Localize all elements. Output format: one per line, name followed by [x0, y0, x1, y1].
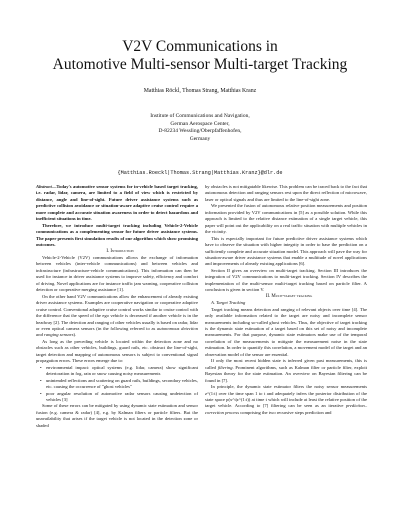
- body-paragraph: by obstacles is not mitigatable likewise. This problem can be traced back to the fact that autonomous detection and ranging sensors rest upon the direct reflection of microwave, laser or optical signals and thus are limited to the line-of-sight zone.: [205, 184, 367, 202]
- intro-paragraph: [36, 294, 198, 339]
- abstract-label: Abstract: [36, 184, 52, 189]
- section-heading-introduction: I. Introduction: [106, 248, 134, 254]
- affiliation-line: German Aerospace Center,: [170, 120, 230, 127]
- right-column: [205, 184, 367, 416]
- list-item: • environmental impact: optical systems (e.g. lidar, camera) show significant deterioration in fog, rain or snow causing noisy measurements: [46, 365, 198, 378]
- list-item: • poor angular resolution of automotive radar sensors causing undetection of vehicles [3]: [46, 391, 198, 404]
- body-emphasis: filtering: [217, 364, 233, 370]
- paper-title: [0, 38, 400, 74]
- intro-paragraph: Vehicle-2-Vehicle (V2V) communications allows the exchange of information between vehicles (inter-vehicle communications) and between vehicles and infrastructure (infrastructure-vehicle communications). This information can then be used for instance in driver assistance systems to improve safety, efficiency and comfort of driving. Novel applications are for instance traffic jam warning, cooperative collision detection or cooperative merging assistance [1].: [36, 254, 198, 293]
- body-paragraph: Target tracking means detection and ranging of relevant objects over time [4]. The only available information related to the target are noisy and incomplete sensor measurements including so-called ghost vehicles. Thus, the objective of target tracking is the dynamic state estimation of a target based on this set of noisy and incomplete measurements. For that purpose, dynamic state estimators make use of the temporal correlation of the measurements to mitigate the measurement noise in the state estimation. In order to quantify this correlation, a movement model of the target and an observation model of the sensor are essential.: [205, 306, 367, 357]
- body-emphasis: prediction–correction process: [205, 403, 367, 415]
- list-item: • unintended reflections and scattering on guard rails, buildings, secondary vehicles, etc. causing the occurrence of "ghost vehicles": [46, 378, 198, 391]
- abstract: [36, 184, 198, 223]
- intro-paragraph: Some of these errors can be mitigated by using dynamic state estimation and sensor fusion (e.g. camera & radar) [4], e.g. by Kalman filters or particle filters. But the unavailability that arises if the target vehicle is not located in the detection zone or shaded: [36, 403, 198, 428]
- intro-paragraph: As long as the preceding vehicle is located within the detection zone and no obstacles such as other vehicles, buildings, guard rails, etc. obstruct the line-of-sight, target detection and mapping of autonomous sensors is subject to conventional signal propagation errors. These errors emerge due to:: [36, 338, 198, 364]
- intro-emphasis: autonomous detection and ranging sensors: [36, 325, 198, 338]
- body-paragraph: We presented the fusion of autonomous relative position measurements and position information provided by V2V communications in [5] as a possible solution. While this approach is limited to the relative distance estimation of a single target vehicle, this paper will point out the applicability on a real traffic situation with multiple vehicles in the vicinity.: [205, 203, 367, 235]
- title-line-2: Automotive Multi-sensor Multi-target Tracking: [52, 56, 348, 73]
- error-list: [36, 365, 198, 404]
- body-text: If only the most recent hidden state is inferred given past measurements, this is called: [205, 358, 367, 370]
- intro-text: On the other hand V2V communications allow the enhancement of already existing driver assistance systems. Examples are cooperative navigation or cooperative adaptive cruise control. Conventional adaptive cruise control works similar to cruise control with the difference that the speed of the ego vehicle is decreased if another vehicle is in the headway [2]. The detection and ranging of other vehicles usually is based on radar, lidar or even optical camera sensors (in the following referred to as: [36, 293, 198, 331]
- author-list: Matthias Röckl, Thomas Strang, Matthias Kranz: [143, 88, 257, 94]
- title-line-1: V2V Communications in: [122, 38, 278, 55]
- intro-text-end: ).: [73, 332, 77, 338]
- affiliation-line: Germany: [189, 135, 211, 142]
- affiliation-line: D-82234 Wessling/Oberpfaffenhofen,: [158, 128, 242, 135]
- abstract-paragraph-2: Therefore, we introduce multi-target tracking including Vehicle-2-Vehicle communications as a complementing sensor for future driver assistance systems. The paper presents first simulation results of our algorithm which show promising outcomes.: [36, 222, 198, 248]
- body-paragraph: [205, 358, 367, 384]
- subsection-heading-target-tracking: A. Target Tracking: [211, 300, 246, 306]
- body-text-end: . Prominent algorithms, such as Kalman filter or particle filter, exploit Bayesian theory for the state estimation. An overview on Bayesian filtering can be found in [7].: [205, 364, 367, 383]
- body-text: In principle, the dynamic state estimator filters the noisy sensor measurements z^(1:t) over the time span 1 to t and adequately infers the posterior distribution of the state space p(x^t|z^(1:t)) at time t which will include at least the relative position of the target vehicle. According to [7] filtering can be seen as an iterative: [205, 384, 367, 409]
- body-paragraph: [205, 384, 367, 416]
- body-text-end: comprising the two recursive steps prediction and: [240, 409, 332, 415]
- body-paragraph: Section II gives an overview on multi-target tracking. Section III introduces the integration of V2V communications to multi-target tracking. Section IV describes the implementation of the multi-sensor multi-target tracking based on particle filter. A conclusion is given in section V.: [205, 267, 367, 293]
- left-column: [36, 184, 198, 429]
- section-heading-multi-target: II. Multi-target tracking: [265, 293, 313, 299]
- affiliation: [0, 113, 400, 143]
- affiliation-line: Institute of Communications and Navigation,: [150, 113, 250, 119]
- author-email: {Matthias.Roeckl|Thomas.Strang|Matthias.Kranz}@dlr.de: [117, 170, 283, 176]
- abstract-text: —Today's automotive sensor systems for in-vehicle based target tracking, i.e. radar, lidar, camera, are limited to a field of view which is restricted by distance, angle and line-of-sight. Future driver assistance systems such as predictive collision avoidance or situation-aware adaptive cruise control require a more complete and accurate situation awareness in order to detect hazardous and inefficient situations in time.: [36, 184, 198, 222]
- body-paragraph: This is especially important for future predictive driver assistance systems which have to observe the situation with higher integrity in order to base the prediction on a sufficiently complete and accurate situation model. This approach will pave the way for situation-aware driver assistance systems that enable a multitude of novel applications and improvements of already existing applications [6].: [205, 235, 367, 267]
